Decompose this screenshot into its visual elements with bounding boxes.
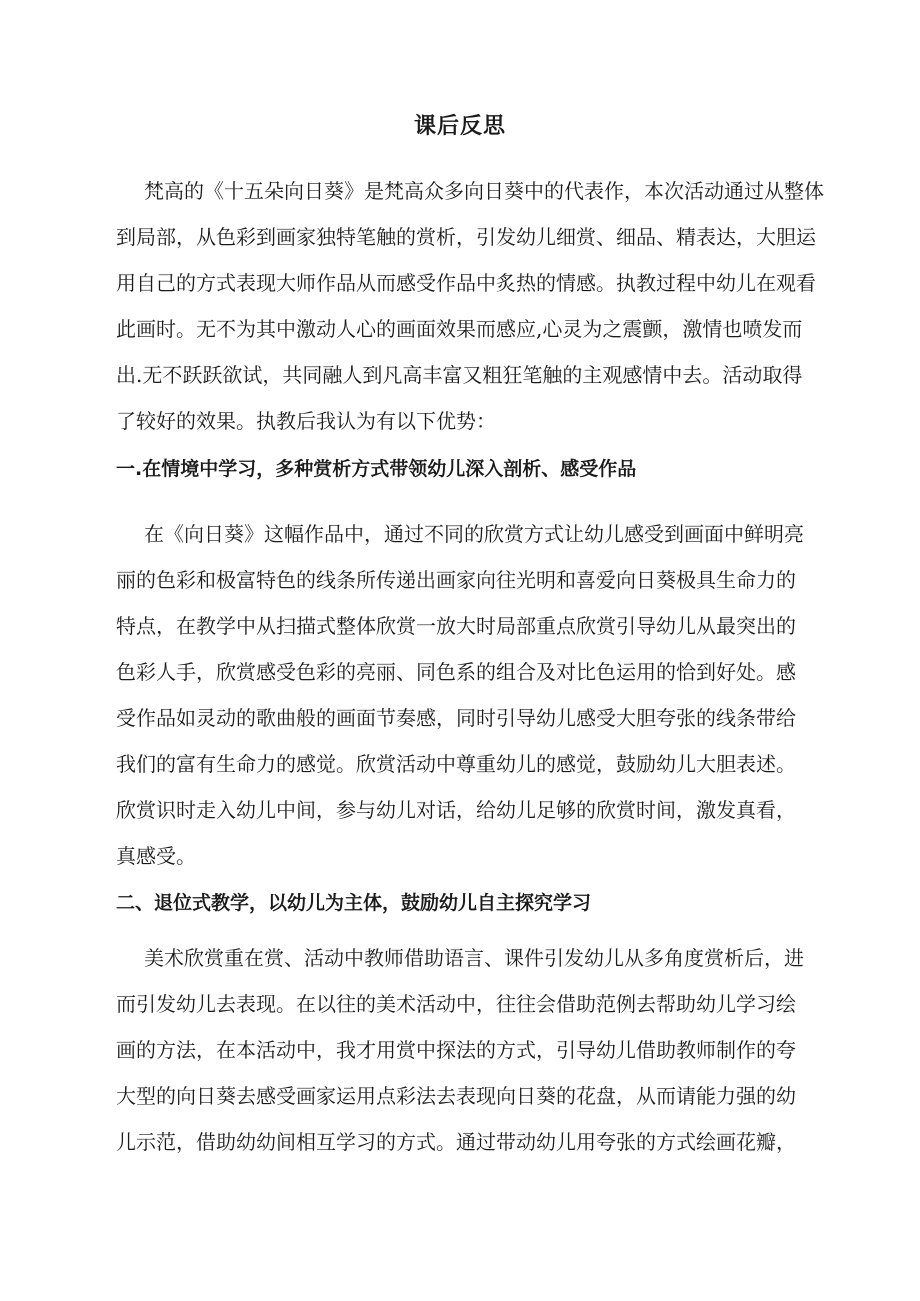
section1-line: 丽的色彩和极富特色的线条所传递出画家向往光明和喜爱向日葵极具生命力的 — [116, 568, 796, 592]
intro-line: 此画时。无不为其中激动人心的画面效果而感应,心灵为之震颤，激情也喷发而 — [116, 317, 803, 341]
section1-line: 特点，在教学中从扫描式整体欣赏一放大时局部重点欣赏引导幼儿从最突出的 — [116, 614, 796, 638]
section2-line: 大型的向日葵去感受画家运用点彩法去表现向日葵的花盘，从而请能力强的幼 — [116, 1084, 796, 1108]
intro-line: 到局部，从色彩到画家独特笔触的赏析，引发幼儿细赏、细品、精表达，大胆运 — [116, 225, 816, 249]
section2-line: 儿示范，借助幼幼间相互学习的方式。通过带动幼儿用夸张的方式绘画花瓣， — [116, 1130, 796, 1154]
section2-heading: 二、退位式教学，以幼儿为主体，鼓励幼儿自主探究学习 — [116, 892, 592, 914]
intro-line: 梵高的《十五朵向日葵》是梵高众多向日葵中的代表作，本次活动通过从整体 — [144, 179, 824, 203]
section2-line: 画的方法，在本活动中，我才用赏中探法的方式，引导幼儿借助教师制作的夸 — [116, 1038, 796, 1062]
intro-line: 用自己的方式表现大师作品从而感受作品中炙热的情感。执教过程中幼儿在观看 — [116, 271, 816, 295]
intro-line: 出.无不跃跃欲试，共同融人到凡高丰富又粗狂笔触的主观感情中去。活动取得 — [116, 363, 803, 387]
page-title: 课后反思 — [413, 114, 506, 139]
section1-line: 受作品如灵动的歌曲般的画面节奏感，同时引导幼儿感受大胆夸张的线条带给 — [116, 706, 796, 730]
section1-line: 欣赏识时走入幼儿中间，参与幼儿对话，给幼儿足够的欣赏时间，激发真看， — [116, 798, 796, 822]
section1-heading: 一.在情境中学习，多种赏析方式带领幼儿深入剖析、感受作品 — [116, 458, 637, 480]
section1-line: 真感受。 — [116, 844, 196, 868]
section1-line: 在《向日葵》这幅作品中，通过不同的欣赏方式让幼儿感受到画面中鲜明亮 — [144, 522, 804, 546]
section2-line: 而引发幼儿去表现。在以往的美术活动中，往往会借助范例去帮助幼儿学习绘 — [116, 992, 796, 1016]
section1-line: 我们的富有生命力的感觉。欣赏活动中尊重幼儿的感觉，鼓励幼儿大胆表述。 — [116, 752, 796, 776]
section2-line: 美术欣赏重在赏、活动中教师借助语言、课件引发幼儿从多角度赏析后，进 — [144, 946, 804, 970]
intro-line: 了较好的效果。执教后我认为有以下优势： — [116, 409, 496, 433]
section1-line: 色彩人手，欣赏感受色彩的亮丽、同色系的组合及对比色运用的恰到好处。感 — [116, 660, 796, 684]
